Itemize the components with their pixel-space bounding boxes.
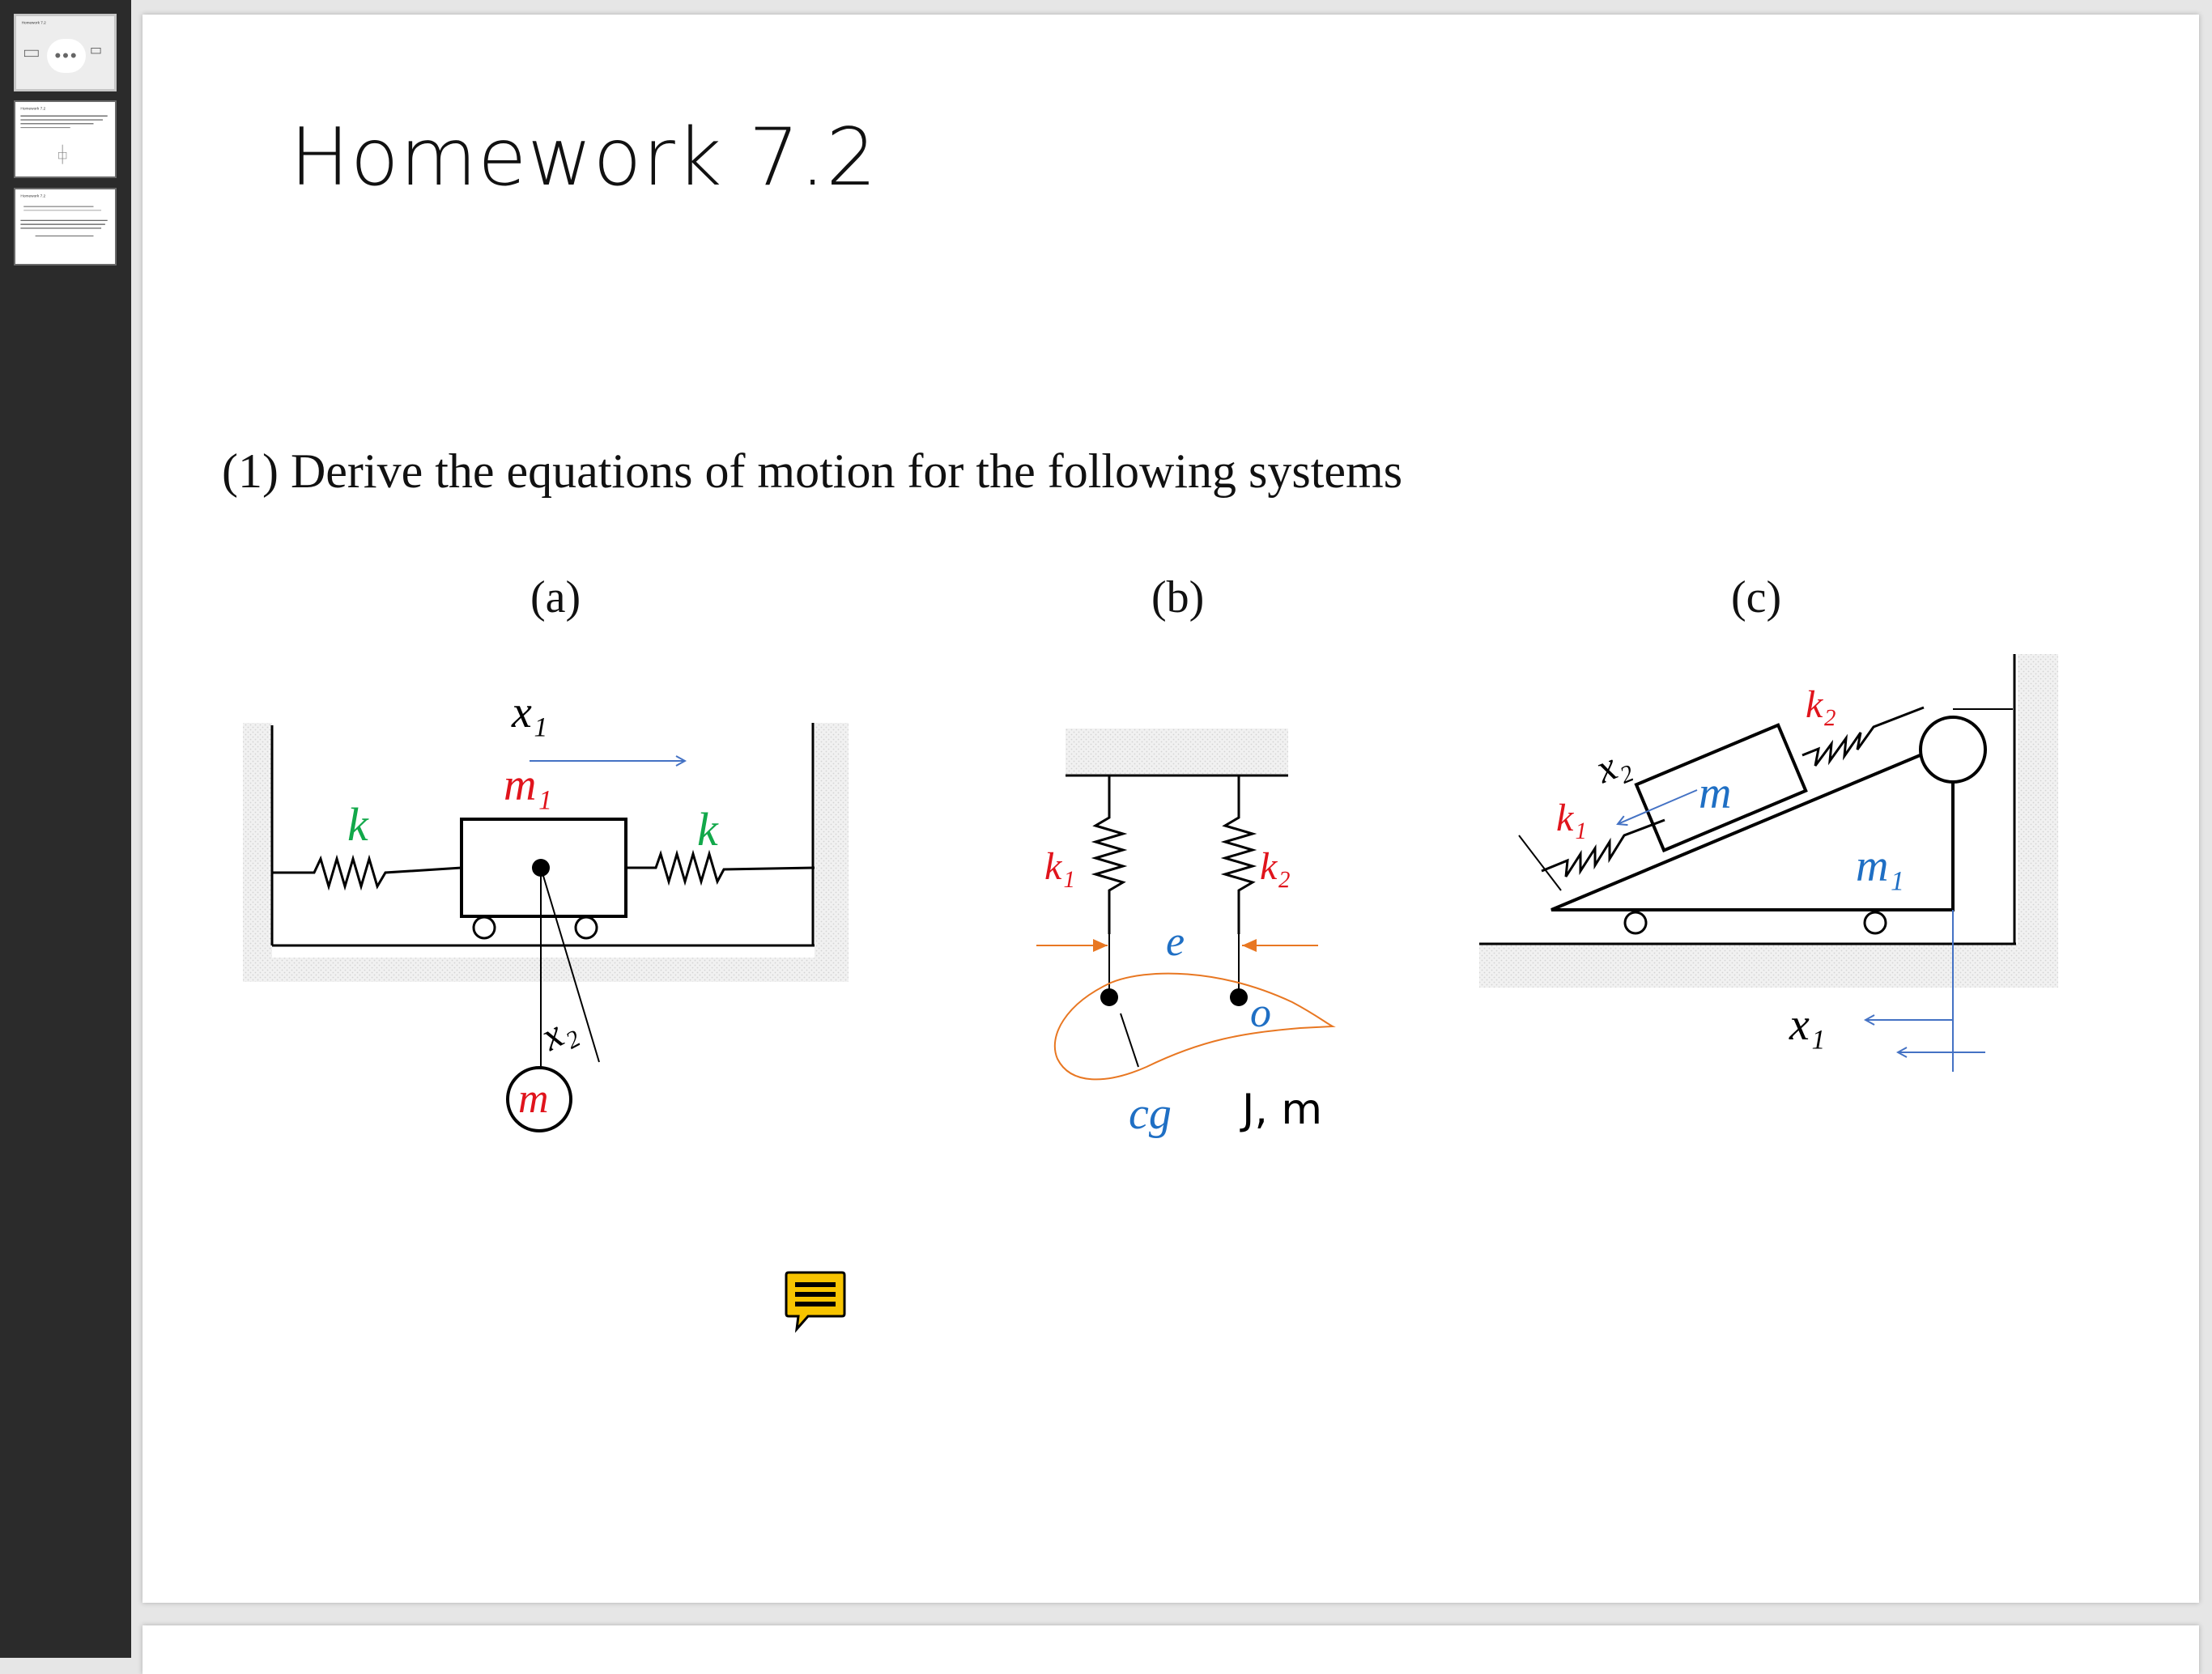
svg-text:Homework 7.2: Homework 7.2 <box>20 107 46 112</box>
diagram-c <box>1479 654 2058 1072</box>
slide-instruction: (1) Derive the equations of motion for the following systems <box>222 444 1403 498</box>
panel-label-b: (b) <box>1151 572 1205 622</box>
label-k1: k₁ <box>1044 845 1075 888</box>
panel-label-a: (a) <box>530 572 581 622</box>
label-j-m: J, m <box>1242 1086 1323 1134</box>
label-k-left: k <box>347 798 368 851</box>
ceiling-hatch <box>1066 729 1288 774</box>
pulley <box>1921 717 1985 782</box>
label-m1-c: m₁ <box>1856 841 1904 891</box>
label-m: m <box>518 1076 549 1122</box>
label-e: e <box>1166 919 1185 965</box>
slide-thumbnail-3[interactable] <box>14 188 117 266</box>
label-k1-c: k₁ <box>1556 797 1587 839</box>
diagram-a <box>243 687 849 1131</box>
comment-icon[interactable] <box>784 1269 847 1334</box>
slide-title: Homework 7.2 <box>290 112 878 204</box>
label-k-right: k <box>697 803 718 856</box>
next-slide-preview[interactable] <box>143 1625 2199 1674</box>
ground-hatch-c <box>1479 944 2058 988</box>
slide-canvas[interactable] <box>143 15 2199 1603</box>
panel-label-c: (c) <box>1731 572 1782 622</box>
label-m1: m₁ <box>504 760 552 810</box>
label-x2-c: x₂ <box>1589 737 1636 792</box>
label-o: o <box>1250 990 1271 1036</box>
more-options-icon[interactable]: ••• <box>47 39 86 73</box>
label-x1: x₁ <box>512 687 548 737</box>
spring-k1 <box>1095 775 1123 934</box>
label-cg: cg <box>1129 1089 1172 1139</box>
spring-k2 <box>1225 775 1253 934</box>
label-m-c: m <box>1699 768 1732 818</box>
label-k2-c: k₂ <box>1806 683 1836 726</box>
label-x1-c: x₁ <box>1789 1000 1826 1050</box>
airfoil-body <box>1055 974 1333 1080</box>
slide-thumbnail-preview <box>15 189 115 264</box>
slide-thumbnail-1[interactable] <box>14 14 117 91</box>
wall-hatch <box>2018 654 2058 988</box>
diagram-b <box>1036 729 1333 1139</box>
svg-text:Homework 7.2: Homework 7.2 <box>20 194 46 199</box>
slide-thumbnail-2[interactable] <box>14 100 117 178</box>
slide-thumbnail-preview <box>15 102 115 176</box>
svg-text:Homework 7.2: Homework 7.2 <box>21 20 46 25</box>
label-k2: k₂ <box>1260 845 1291 888</box>
label-x2: x₂ <box>533 1004 583 1060</box>
slide-thumbnail-panel <box>0 0 131 1658</box>
figure-diagrams <box>143 15 2199 1603</box>
